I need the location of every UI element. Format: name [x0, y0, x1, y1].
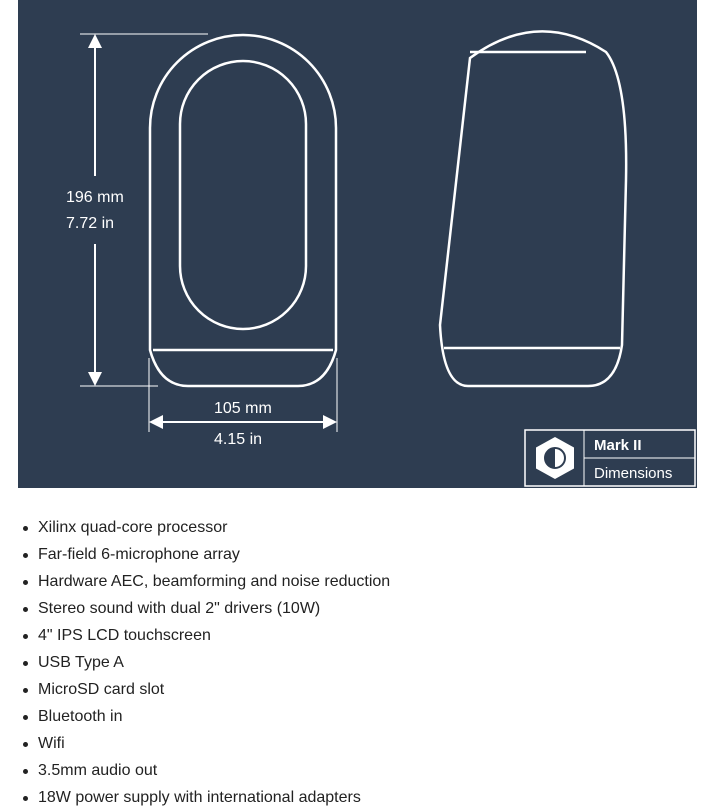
- spec-item: 3.5mm audio out: [38, 757, 390, 784]
- height-in-label: 7.72 in: [66, 215, 115, 232]
- device-front-view: [150, 35, 336, 386]
- device-side-view: [440, 31, 626, 386]
- width-mm-label: 105 mm: [214, 400, 272, 417]
- dimensions-diagram: [18, 0, 697, 488]
- spec-item: Bluetooth in: [38, 703, 390, 730]
- width-in-label: 4.15 in: [214, 431, 263, 448]
- height-dimension: [80, 34, 208, 386]
- badge-subtitle: Dimensions: [594, 465, 673, 482]
- mycroft-logo-icon: [536, 437, 574, 479]
- spec-item: Far-field 6-microphone array: [38, 541, 390, 568]
- spec-item: 4" IPS LCD touchscreen: [38, 622, 390, 649]
- spec-item: Hardware AEC, beamforming and noise reduction: [38, 568, 390, 595]
- badge-title: Mark II: [594, 437, 642, 454]
- spec-list: [0, 514, 390, 811]
- spec-item: Wifi: [38, 730, 390, 757]
- spec-item: Stereo sound with dual 2" drivers (10W): [38, 595, 390, 622]
- mark-ii-badge: [525, 430, 695, 486]
- spec-item: Xilinx quad-core processor: [38, 514, 390, 541]
- height-mm-label: 196 mm: [66, 189, 124, 206]
- spec-item: USB Type A: [38, 649, 390, 676]
- spec-item: 18W power supply with international adapters: [38, 784, 390, 811]
- spec-item: MicroSD card slot: [38, 676, 390, 703]
- width-dimension: [149, 358, 337, 432]
